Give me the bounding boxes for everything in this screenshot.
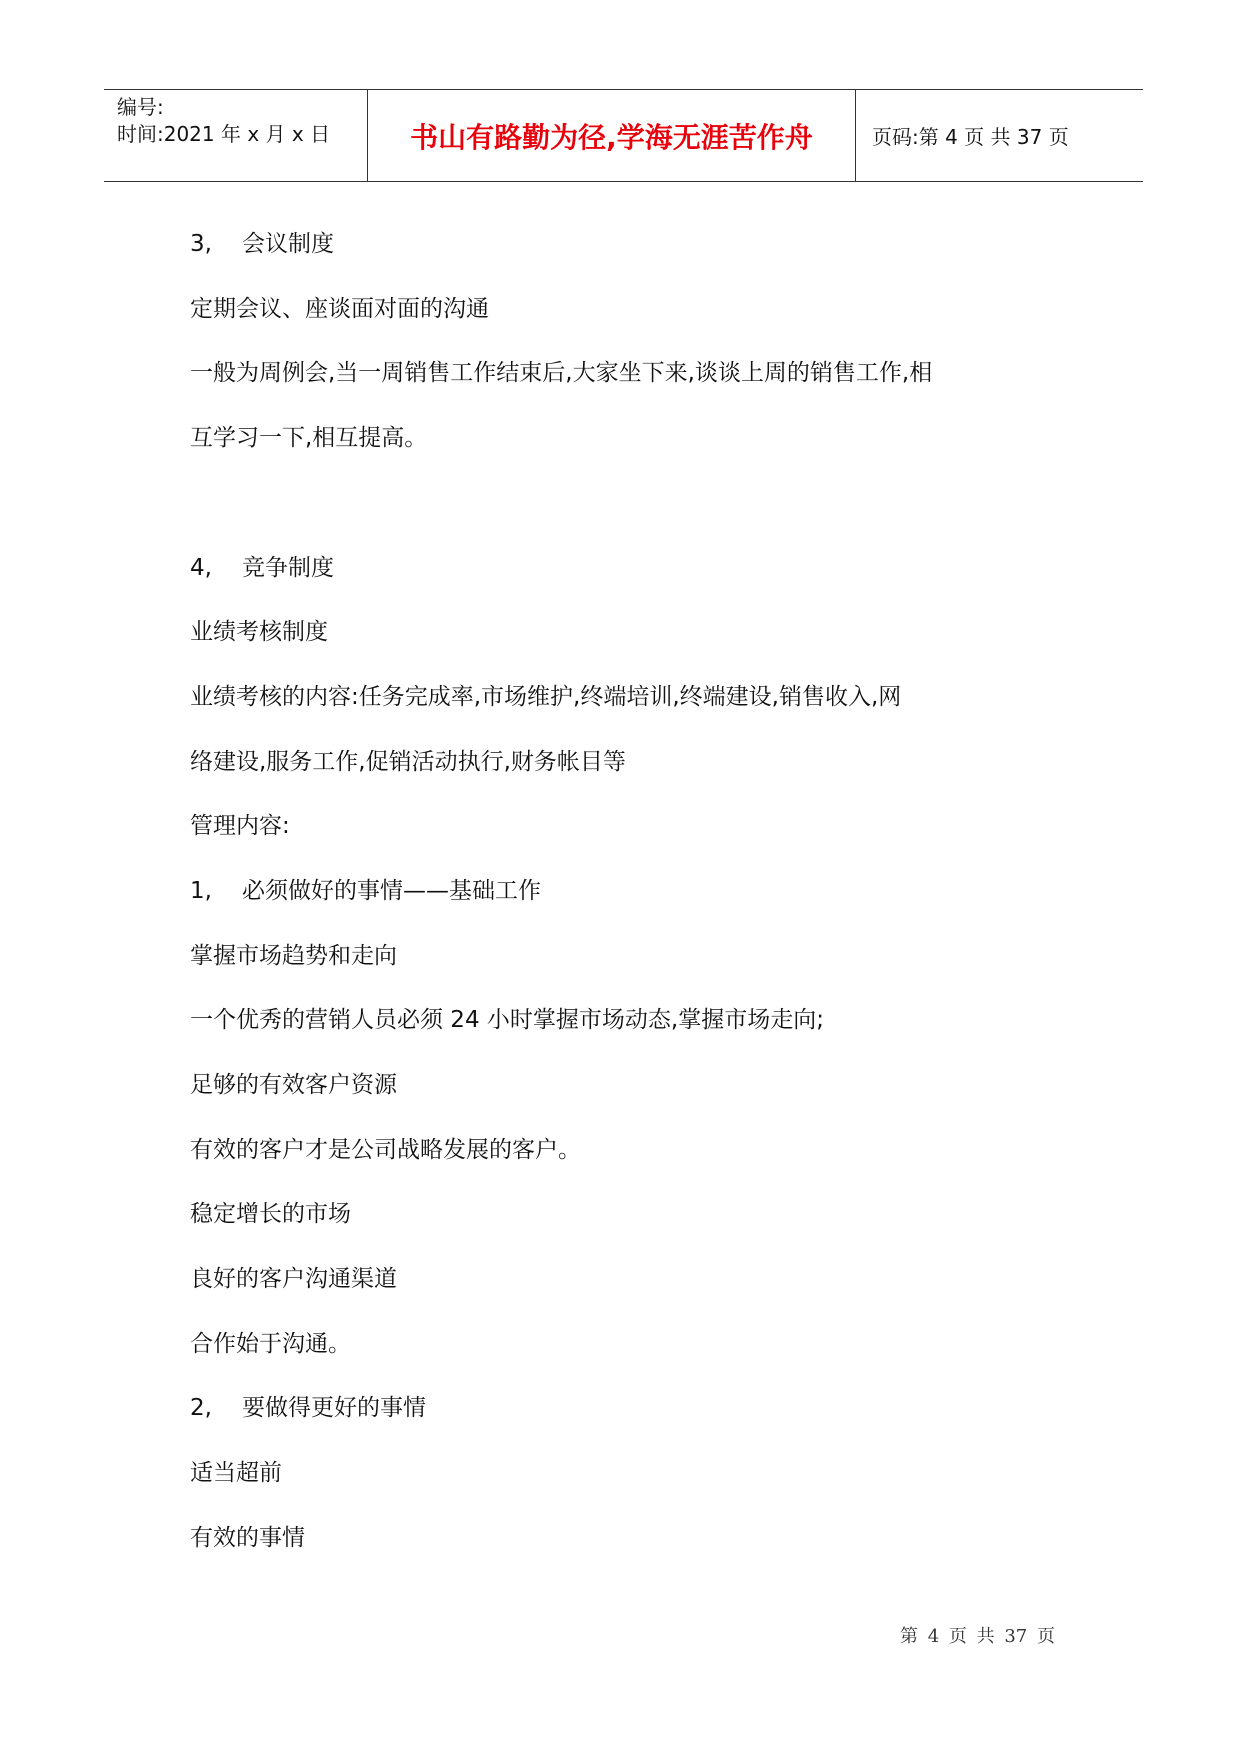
- section-heading: [190, 229, 334, 259]
- section-number: 3,: [190, 231, 212, 257]
- paragraph-line: 一般为周例会,当一周销售工作结束后,大家坐下来,谈谈上周的销售工作,相: [190, 360, 933, 386]
- paragraph-line: 掌握市场趋势和走向: [190, 943, 397, 969]
- section-heading: [190, 553, 334, 583]
- paragraph-line: 足够的有效客户资源: [190, 1072, 397, 1098]
- page-footer: 第 4 页 共 37 页: [900, 1626, 1055, 1647]
- paragraph-line: 管理内容:: [190, 813, 290, 839]
- section-title: 会议制度: [242, 231, 334, 257]
- section-title: 必须做好的事情——基础工作: [242, 878, 541, 904]
- paragraph-line: 业绩考核的内容:任务完成率,市场维护,终端培训,终端建设,销售收入,网: [190, 684, 902, 710]
- paragraph-line: 互学习一下,相互提高。: [190, 425, 428, 451]
- paragraph-line: 良好的客户沟通渠道: [190, 1266, 397, 1292]
- document-number-label: 编号:: [117, 95, 164, 119]
- section-title: 要做得更好的事情: [242, 1395, 426, 1421]
- section-number: 4,: [190, 555, 212, 581]
- paragraph-line: 适当超前: [190, 1460, 282, 1486]
- paragraph-line: 络建设,服务工作,促销活动执行,财务帐目等: [190, 749, 626, 775]
- section-number: 1,: [190, 878, 212, 904]
- paragraph-line: 稳定增长的市场: [190, 1201, 351, 1227]
- section-number: 2,: [190, 1395, 212, 1421]
- paragraph-line: 有效的事情: [190, 1525, 305, 1551]
- paragraph-line: 有效的客户才是公司战略发展的客户。: [190, 1137, 581, 1163]
- section-heading: [190, 876, 541, 906]
- paragraph-line: 合作始于沟通。: [190, 1331, 351, 1357]
- header-page-number: 页码:第 4 页 共 37 页: [872, 125, 1069, 149]
- section-heading: [190, 1393, 426, 1423]
- header-motto: 书山有路勤为径,学海无涯苦作舟: [410, 120, 813, 154]
- paragraph-line: 定期会议、座谈面对面的沟通: [190, 296, 489, 322]
- paragraph-line: 一个优秀的营销人员必须 24 小时掌握市场动态,掌握市场走向;: [190, 1007, 824, 1033]
- section-title: 竞争制度: [242, 555, 334, 581]
- paragraph-line: 业绩考核制度: [190, 619, 328, 645]
- header-meta: [117, 94, 330, 148]
- page-header: [104, 89, 1143, 182]
- document-time-label: 时间:2021 年 x 月 x 日: [117, 122, 331, 146]
